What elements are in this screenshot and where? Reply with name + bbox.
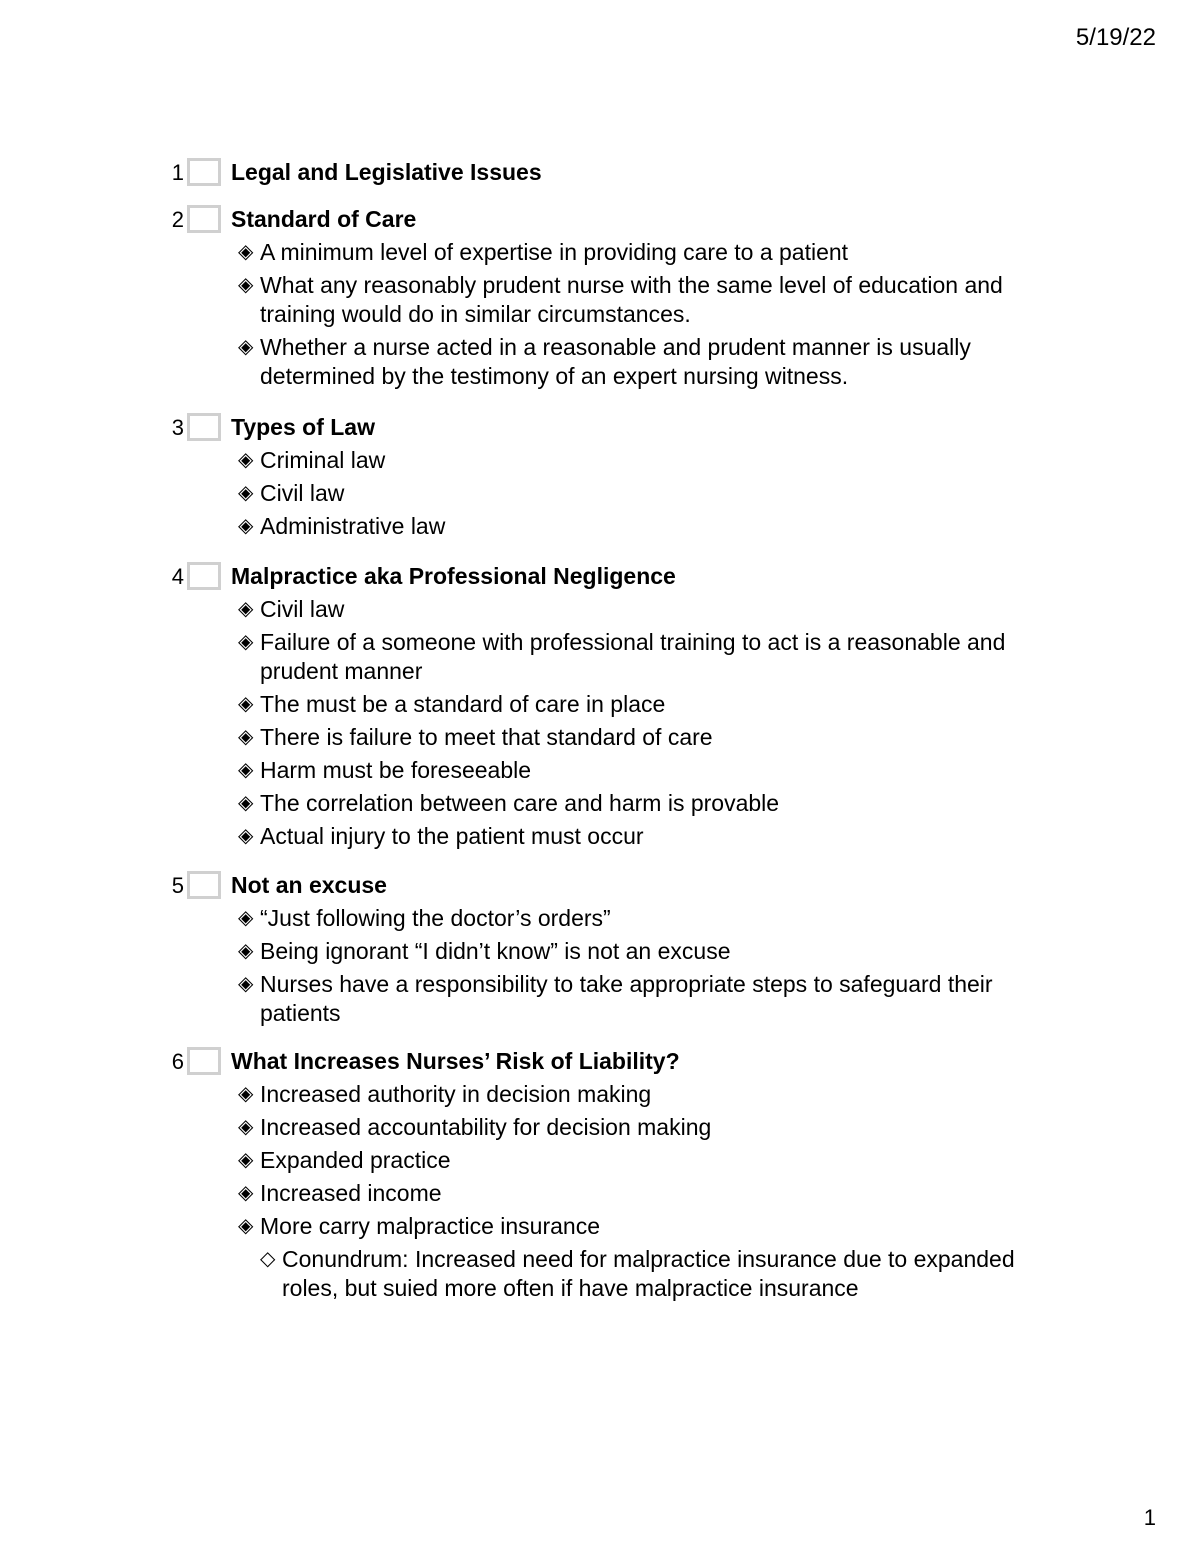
bullet-text: Civil law	[260, 480, 345, 506]
slide-thumbnail-box[interactable]	[187, 413, 221, 441]
slide-thumbnail-box[interactable]	[187, 158, 221, 186]
bullet-text: Increased accountability for decision making	[260, 1114, 712, 1140]
bullet-item	[238, 1212, 1058, 1241]
diamond-bullet-icon: ◈	[238, 482, 254, 504]
bullet-item	[238, 595, 1058, 624]
bullet-text: The correlation between care and harm is provable	[260, 790, 780, 816]
slide-title: Types of Law	[231, 414, 375, 440]
bullet-text: Actual injury to the patient must occur	[260, 823, 644, 849]
slide-title: Standard of Care	[231, 206, 417, 232]
diamond-bullet-icon: ◈	[238, 336, 254, 358]
slide-number: 5	[171, 873, 184, 898]
diamond-bullet-icon: ◈	[238, 792, 254, 814]
slide-title: Malpractice aka Professional Negligence	[231, 563, 676, 589]
bullet-item	[238, 690, 1058, 719]
bullet-item	[238, 756, 1058, 785]
bullet-item	[238, 1113, 1058, 1142]
diamond-bullet-icon: ◈	[238, 631, 254, 653]
slide-number: 4	[171, 564, 184, 589]
diamond-bullet-icon: ◈	[238, 726, 254, 748]
bullet-text: Expanded practice	[260, 1147, 451, 1173]
diamond-bullet-icon: ◈	[238, 759, 254, 781]
bullet-item	[238, 904, 1058, 933]
bullet-text: Being ignorant “I didn’t know” is not an excuse	[260, 938, 731, 964]
diamond-bullet-icon: ◈	[238, 1116, 254, 1138]
bullet-item	[238, 238, 1058, 267]
slide-title: What Increases Nurses’ Risk of Liability?	[231, 1048, 680, 1074]
sub-bullet-item	[260, 1245, 1058, 1303]
diamond-bullet-icon: ◈	[238, 1182, 254, 1204]
bullet-item	[238, 271, 1058, 329]
diamond-bullet-icon: ◈	[238, 693, 254, 715]
bullet-item	[238, 479, 1058, 508]
bullet-text: A minimum level of expertise in providing care to a patient	[260, 239, 849, 265]
bullet-list	[238, 1080, 1058, 1307]
slide-thumbnail-box[interactable]	[187, 562, 221, 590]
bullet-text: Increased authority in decision making	[260, 1081, 652, 1107]
bullet-text: The must be a standard of care in place	[260, 691, 666, 717]
diamond-sub-bullet-icon: ◇	[260, 1248, 276, 1270]
bullet-list	[238, 904, 1058, 1032]
bullet-list	[238, 238, 1058, 395]
bullet-text: There is failure to meet that standard of care	[260, 724, 713, 750]
bullet-item	[238, 723, 1058, 752]
bullet-item	[238, 512, 1058, 541]
bullet-text: More carry malpractice insurance	[260, 1213, 601, 1239]
bullet-item	[238, 1146, 1058, 1175]
bullet-text: Whether a nurse acted in a reasonable and prudent manner is usually determined by the testimony of an expert nursing witness.	[260, 334, 971, 389]
bullet-item	[238, 1179, 1058, 1208]
slide-thumbnail-box[interactable]	[187, 1047, 221, 1075]
bullet-text: Conundrum: Increased need for malpractice insurance due to expanded roles, but suied more often if have malpractice insurance	[282, 1246, 1015, 1301]
diamond-bullet-icon: ◈	[238, 940, 254, 962]
diamond-bullet-icon: ◈	[238, 241, 254, 263]
bullet-text: Failure of a someone with professional training to act is a reasonable and prudent manner	[260, 629, 1006, 684]
slide-thumbnail-box[interactable]	[187, 871, 221, 899]
slide-thumbnail-box[interactable]	[187, 205, 221, 233]
diamond-bullet-icon: ◈	[238, 825, 254, 847]
slide-title: Legal and Legislative Issues	[231, 159, 542, 185]
diamond-bullet-icon: ◈	[238, 1083, 254, 1105]
page-number: 1	[1143, 1505, 1156, 1530]
bullet-item	[238, 789, 1058, 818]
bullet-item	[238, 937, 1058, 966]
slide-number: 3	[171, 415, 184, 440]
bullet-item	[238, 822, 1058, 851]
page-date: 5/19/22	[1075, 24, 1156, 51]
bullet-list	[238, 595, 1058, 855]
diamond-bullet-icon: ◈	[238, 973, 254, 995]
bullet-text: Harm must be foreseeable	[260, 757, 532, 783]
diamond-bullet-icon: ◈	[238, 1149, 254, 1171]
slide-number: 1	[171, 160, 184, 185]
slide-title: Not an excuse	[231, 872, 387, 898]
bullet-list	[238, 446, 1058, 545]
bullet-text: Increased income	[260, 1180, 442, 1206]
diamond-bullet-icon: ◈	[238, 1215, 254, 1237]
bullet-text: Administrative law	[260, 513, 446, 539]
slide-number: 2	[171, 207, 184, 232]
bullet-text: Nurses have a responsibility to take appropriate steps to safeguard their patients	[260, 971, 993, 1026]
diamond-bullet-icon: ◈	[238, 598, 254, 620]
bullet-item	[238, 446, 1058, 475]
diamond-bullet-icon: ◈	[238, 515, 254, 537]
diamond-bullet-icon: ◈	[238, 907, 254, 929]
bullet-text: Criminal law	[260, 447, 386, 473]
diamond-bullet-icon: ◈	[238, 449, 254, 471]
bullet-text: Civil law	[260, 596, 345, 622]
diamond-bullet-icon: ◈	[238, 274, 254, 296]
bullet-item	[238, 1080, 1058, 1109]
slide-number: 6	[171, 1049, 184, 1074]
bullet-text: “Just following the doctor’s orders”	[260, 905, 611, 931]
bullet-item	[238, 333, 1058, 391]
bullet-item	[238, 970, 1058, 1028]
bullet-item	[238, 628, 1058, 686]
bullet-text: What any reasonably prudent nurse with the same level of education and training would do in similar circumstances.	[260, 272, 1003, 327]
